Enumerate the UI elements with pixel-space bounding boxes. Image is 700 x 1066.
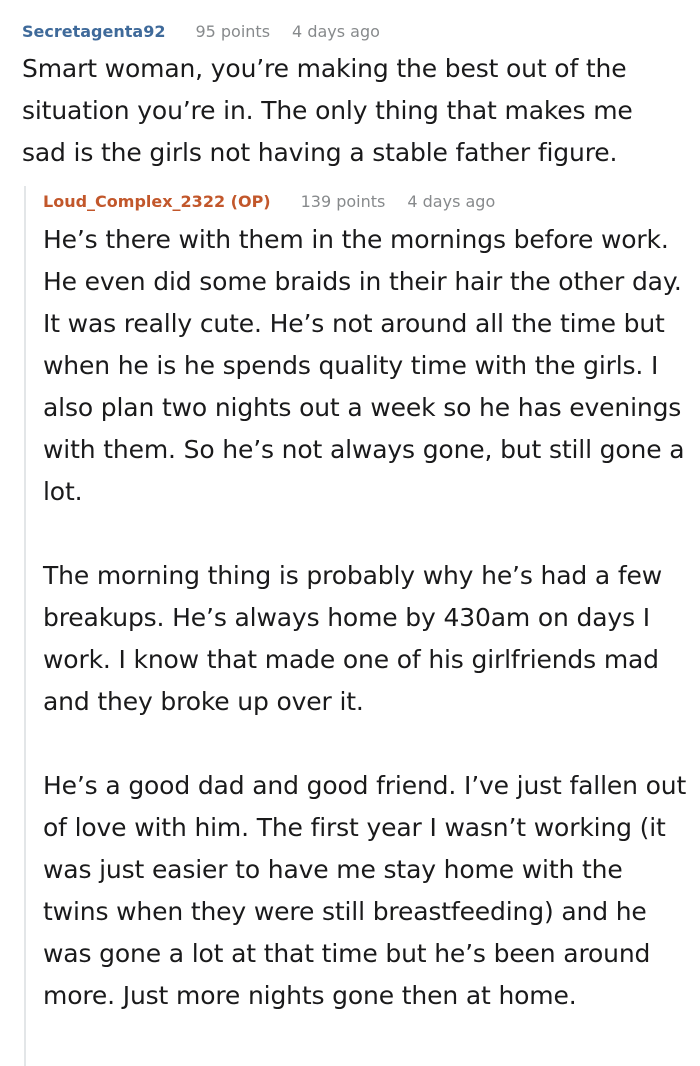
comment-points: 95 points [195, 21, 271, 41]
reply-body [43, 219, 693, 1017]
reply-paragraph-2: The morning thing is probably why he’s had a few breakups. He’s always home by 430am on days I work. I know that made one of his girlfriends mad and they broke up over it. [43, 561, 663, 716]
reply-meta [43, 188, 495, 214]
reply-username-link[interactable]: Loud_Complex_2322 (OP) [43, 191, 271, 211]
comment-timestamp[interactable]: 4 days ago [292, 21, 380, 41]
reply-paragraph-1: He’s there with them in the mornings before work. He even did some braids in their hair the other day. It was really cute. He’s not around all the time but when he is he spends quality time with the girls. I also plan two nights out a week so he has evenings with them. So he’s not always gone, but still gone a lot. [43, 225, 685, 506]
reply-paragraph-3: He’s a good dad and good friend. I’ve just fallen out of love with him. The first year I wasn’t working (it was just easier to have me stay home with the twins when they were still breastfeeding) and he was gone a lot at that time but he’s been around more. Just more nights gone then at home. [43, 771, 687, 1010]
comment-username-link[interactable]: Secretagenta92 [22, 21, 166, 41]
thread-line[interactable] [24, 186, 26, 1066]
reply-thread [0, 186, 700, 1066]
reply-points: 139 points [300, 191, 386, 211]
comment-meta [22, 18, 380, 44]
comment-body: Smart woman, you’re making the best out of the situation you’re in. The only thing that makes me sad is the girls not having a stable father figure. [22, 54, 633, 167]
reply-timestamp[interactable]: 4 days ago [407, 191, 496, 211]
